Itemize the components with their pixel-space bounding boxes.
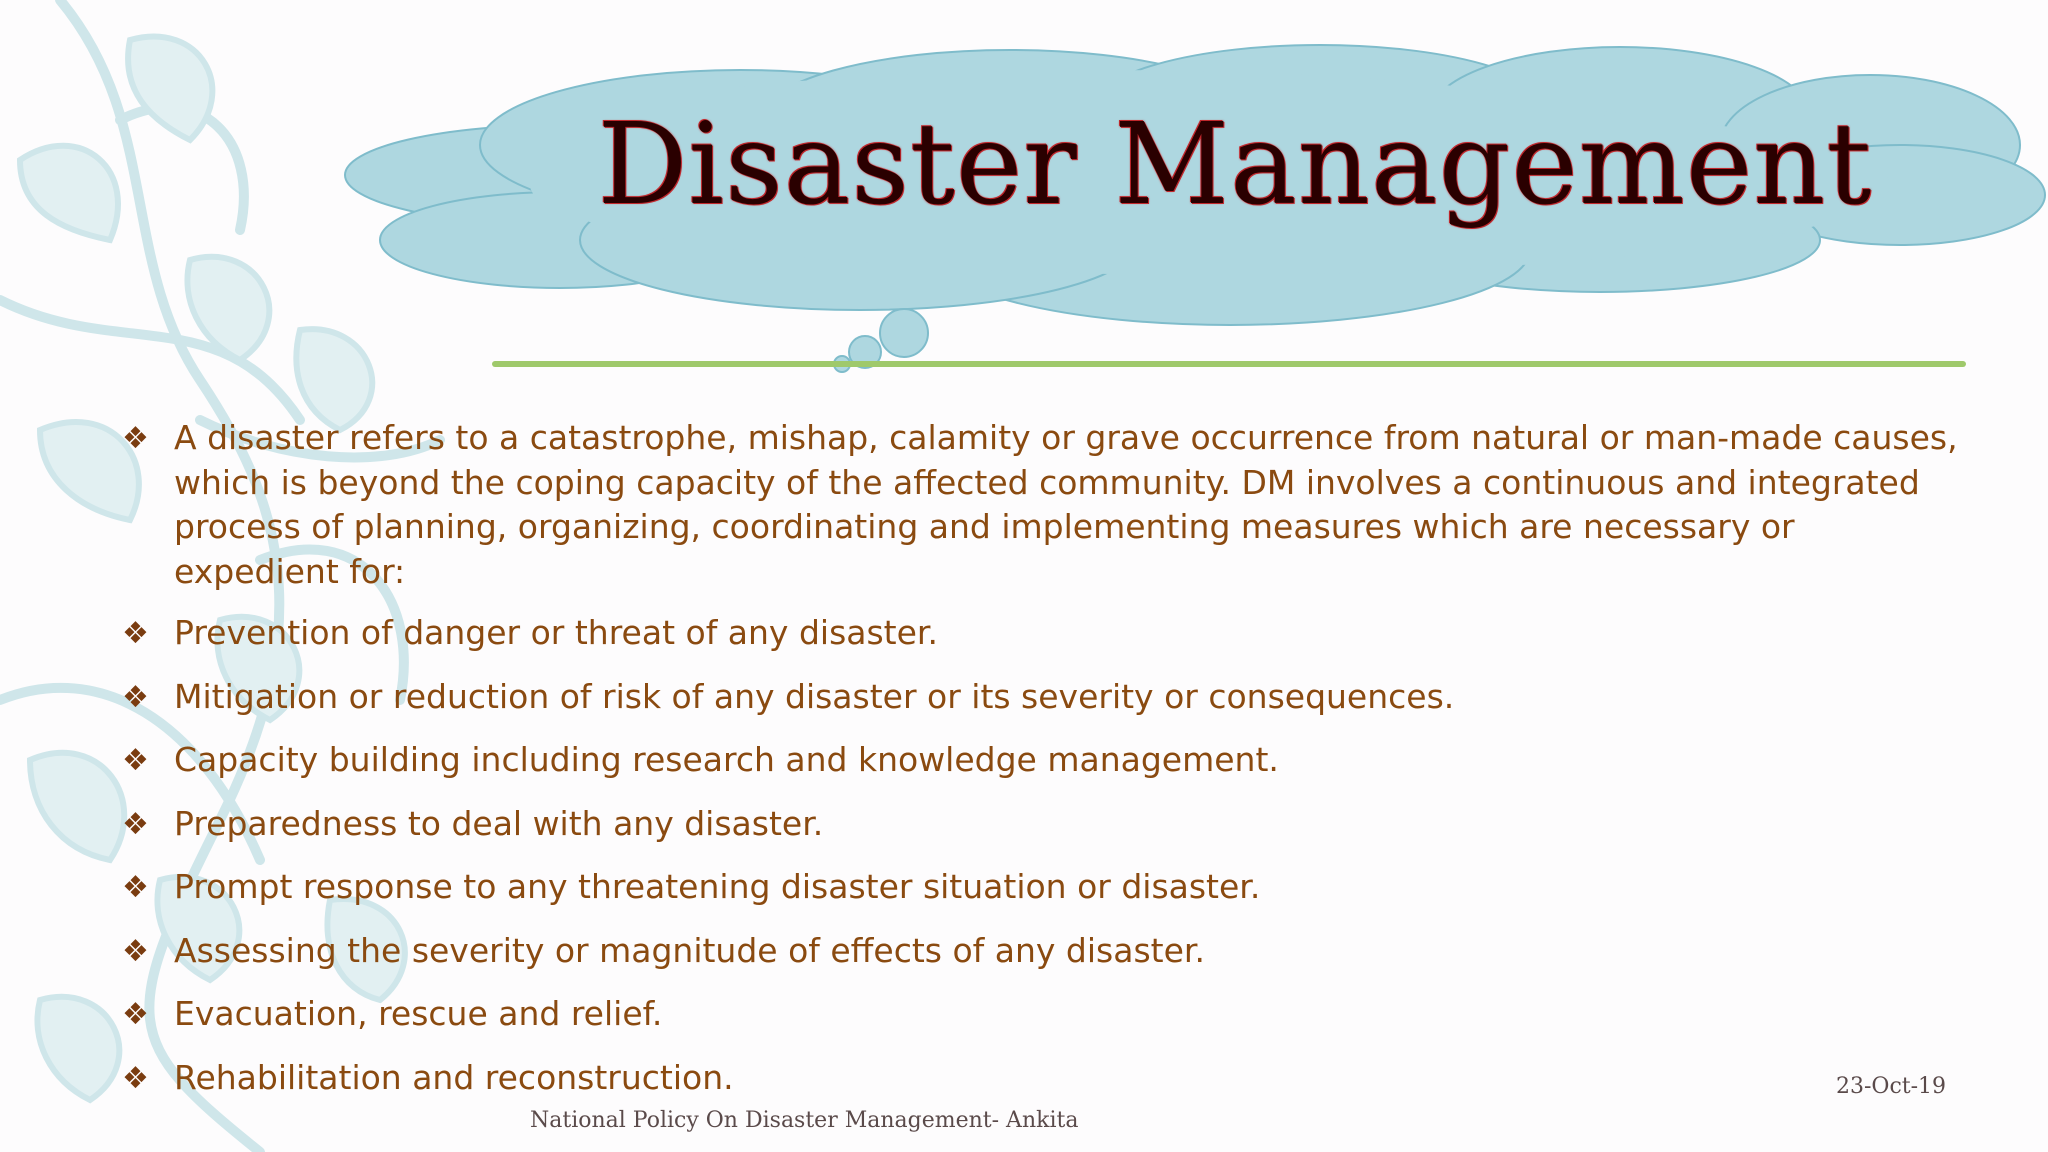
bullet-item-capacity-building [118,738,1968,783]
bullet-item-evacuation [118,992,1968,1037]
slide-footer: National Policy On Disaster Management- Ankita [530,1108,1079,1133]
slide-date: 23-Oct-19 [1836,1074,1947,1099]
bullet-text: Capacity building including research and knowledge management. [174,740,1279,779]
bullet-text: Rehabilitation and reconstruction. [174,1057,734,1097]
bullet-item-preparedness [118,802,1968,847]
bullet-text: Evacuation, rescue and relief. [174,994,663,1033]
bullet-text: Prompt response to any threatening disaster situation or disaster. [174,867,1261,906]
bullet-item-prevention [118,611,1968,656]
bullet-item-response [118,865,1968,910]
diamond-bullet-icon: ❖ [122,743,149,778]
diamond-bullet-icon: ❖ [122,933,149,969]
diamond-bullet-icon: ❖ [122,679,149,715]
diamond-bullet-icon: ❖ [122,1060,149,1096]
bullet-item-rehabilitation [118,1056,1968,1101]
bullet-text: Prevention of danger or threat of any disaster. [174,613,938,652]
bullet-text: A disaster refers to a catastrophe, mishap, calamity or grave occurrence from natural or man-made causes, which is beyond the coping capacity of the affected community. DM involves a continuous and integrated process of planning, organizing, coordinating and implementing measures which are necessary or expedient for: [174,418,1958,591]
diamond-bullet-icon: ❖ [122,870,149,905]
bullet-list [118,416,1968,1119]
bullet-text: Mitigation or reduction of risk of any disaster or its severity or consequences. [174,676,1455,716]
bullet-text: Preparedness to deal with any disaster. [174,803,824,843]
title-divider [492,361,1966,367]
bullet-item-assessment [118,929,1968,974]
slide-title: Disaster Management [597,100,1873,230]
diamond-bullet-icon: ❖ [122,806,149,842]
diamond-bullet-icon: ❖ [122,997,149,1032]
diamond-bullet-icon: ❖ [122,616,149,651]
bullet-item-mitigation [118,675,1968,720]
diamond-bullet-icon: ❖ [122,421,149,456]
bullet-item-definition [118,416,1968,594]
bullet-text: Assessing the severity or magnitude of effects of any disaster. [174,930,1205,970]
